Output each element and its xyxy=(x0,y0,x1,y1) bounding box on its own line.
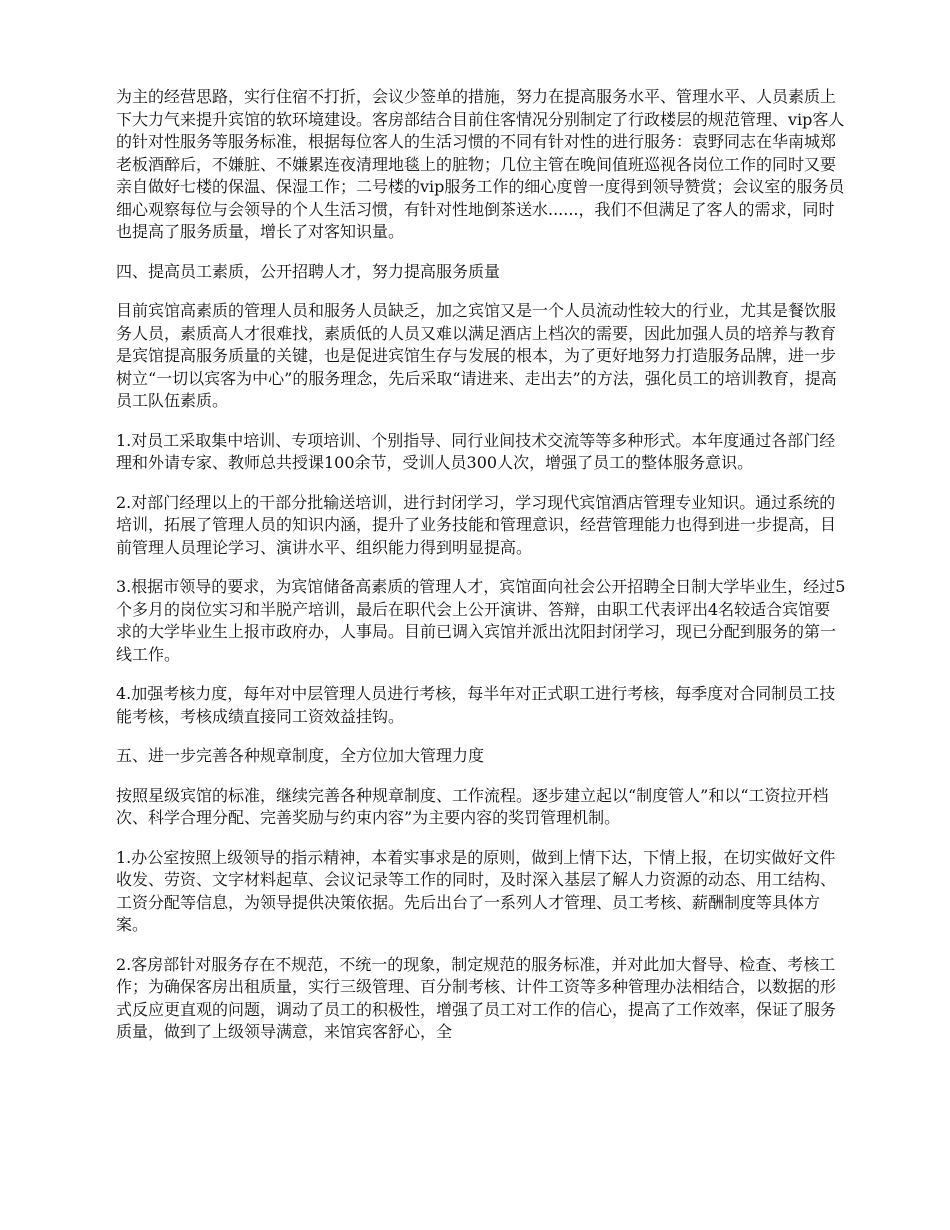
paragraph-item-2-managers: 2.对部门经理以上的干部分批输送培训，进行封闭学习，学习现代宾馆酒店管理专业知识。通过系统的培训，拓展了管理人员的知识内涵，提升了业务技能和管理意识，经营管理能力也得到进一步提高，目前管理人员理论学习、演讲水平、组织能力得到明显提高。 xyxy=(116,492,837,557)
paragraph-item-1-training: 1.对员工采取集中培训、专项培训、个别指导、同行业间技术交流等等多种形式。本年度通过各部门经理和外请专家、教师总共授课100余节，受训人员300人次，增强了员工的整体服务意识。 xyxy=(116,430,836,472)
paragraph-staff-quality: 目前宾馆高素质的管理人员和服务人员缺乏，加之宾馆又是一个人员流动性较大的行业，尤其是餐饮服务人员，素质高人才很难找，素质低的人员又难以满足酒店上档次的需要，因此加强人员的培养与教育是宾馆提高服务质量的关键，也是促进宾馆生存与发展的根本，为了更好地努力打造服务品牌，进一步树立“一切以宾客为中心”的服务理念，先后采取“请进来、走出去”的方法，强化员工的培训教育，提高员工队伍素质。 xyxy=(116,301,837,410)
paragraph-item-3-recruitment: 3.根据市领导的要求，为宾馆储备高素质的管理人才，宾馆面向社会公开招聘全日制大学毕业生，经过5个多月的岗位实习和半脱产培训，最后在职代会上公开演讲、答辩，由职工代表评出4名较适合宾馆要求的大学毕业生上报市政府办，人事局。目前已调入宾馆并派出沈阳封闭学习，现已分配到服务的第一线工作。 xyxy=(116,577,846,664)
section-heading-four: 四、提高员工素质，公开招聘人才，努力提高服务质量 xyxy=(116,261,501,281)
section-heading-five: 五、进一步完善各种规章制度，全方位加大管理力度 xyxy=(116,746,485,765)
paragraph-regulations: 按照星级宾馆的标准，继续完善各种规章制度、工作流程。逐步建立起以“制度管人”和以“工资拉开档次、科学合理分配、完善奖励与约束内容”为主要内容的奖罚管理机制。 xyxy=(116,785,829,827)
paragraph-continuation: 为主的经营思路，实行住宿不打折，会议少签单的措施，努力在提高服务水平、管理水平、人员素质上下大力气来提升宾馆的软环境建设。客房部结合目前住客情况分别制定了行政楼层的规范管理、vip客人的针对性服务等服务标准，根据每位客人的生活习惯的不同有针对性的进行服务：袁野同志在华南城郑老板酒醉后，不嫌脏、不嫌累连夜清理地毯上的脏物；几位主管在晚间值班巡视各岗位工作的同时又要亲自做好七楼的保温、保湿工作；二号楼的vip服务工作的细心度曾一度得到领导赞赏；会议室的服务员细心观察每位与会领导的个人生活习惯，有针对性地倒茶送水......，我们不但满足了客人的需求，同时也提高了服务质量，增长了对客知识量。 xyxy=(116,87,845,241)
paragraph-item-4-assessment: 4.加强考核力度，每年对中层管理人员进行考核，每半年对正式职工进行考核，每季度对合同制员工技能考核，考核成绩直接同工资效益挂钩。 xyxy=(116,684,836,726)
paragraph-item-2-housekeeping: 2.客房部针对服务存在不规范，不统一的现象，制定规范的服务标准，并对此加大督导、检查、考核工作；为确保客房出租质量，实行三级管理、百分制考核、计件工资等多种管理办法相结合，以数据的形式反应更直观的问题，调动了员工的积极性，增强了员工对工作的信心，提高了工作效率，保证了服务质量，做到了上级领导满意，来馆宾客舒心，全 xyxy=(116,954,837,1041)
document-page xyxy=(116,86,846,1061)
paragraph-item-1-office: 1.办公室按照上级领导的指示精神，本着实事求是的原则，做到上情下达，下情上报，在切实做好文件收发、劳资、文字材料起草、会议记录等工作的同时，及时深入基层了解人力资源的动态、用工结构、工资分配等信息，为领导提供决策依据。先后出台了一系列人才管理、员工考核、薪酬制度等具体方案。 xyxy=(116,847,837,934)
